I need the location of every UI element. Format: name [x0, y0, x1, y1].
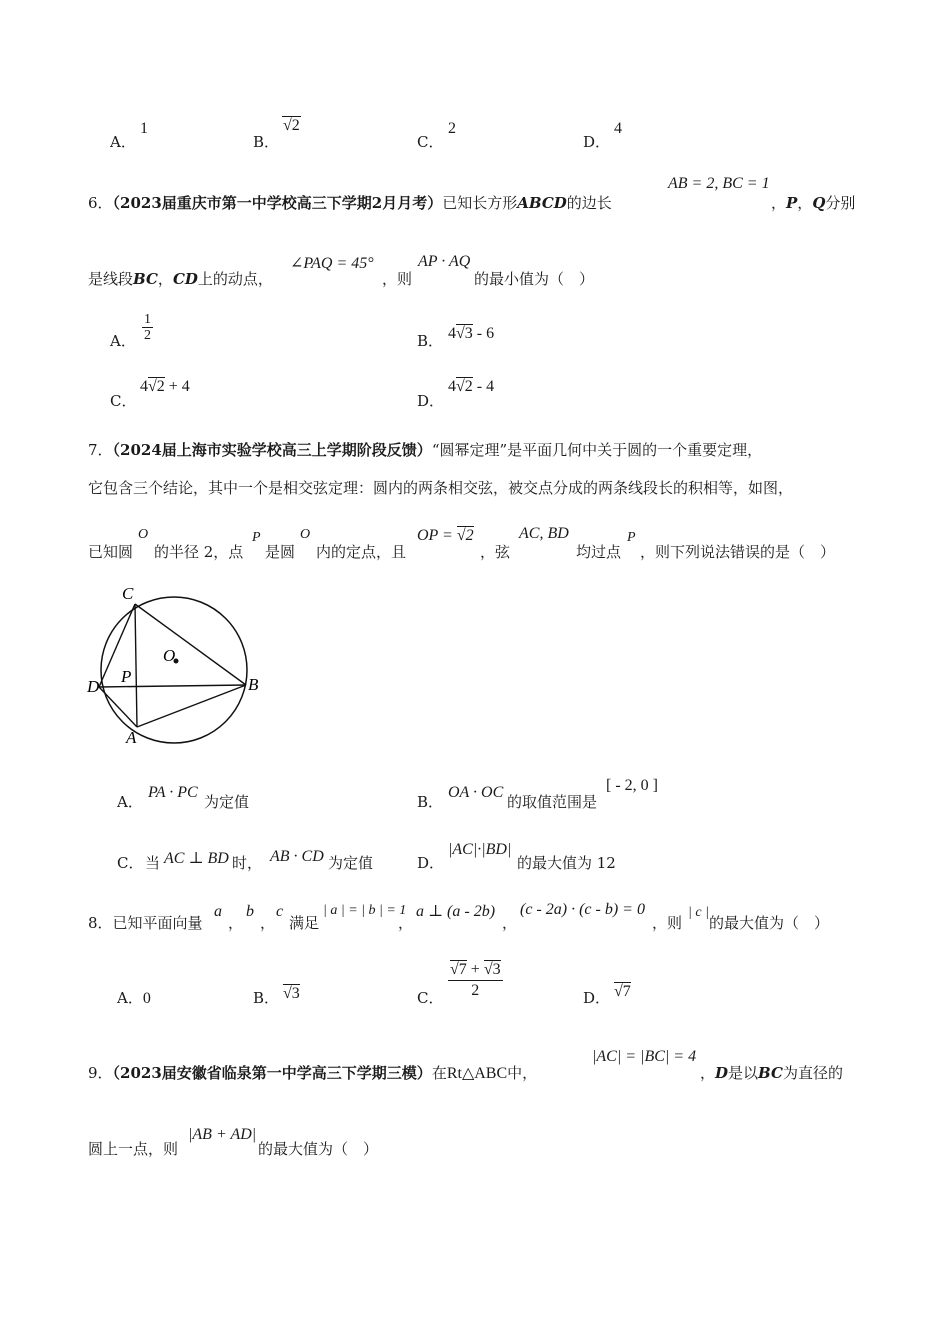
q7-option-a-text: 为定值 — [204, 793, 250, 811]
q6-stem-line2: 是线段BC，CD上的动点， — [88, 270, 273, 288]
q9-expression: |AB + AD| — [188, 1126, 257, 1143]
q5-option-d-value: 4 — [614, 120, 622, 137]
question-number: 6． — [88, 194, 113, 212]
q8-vector-a: a — [214, 903, 222, 920]
q7-circle-figure — [80, 580, 270, 750]
q9-condition: |AC| = |BC| = 4 — [592, 1048, 697, 1065]
option-label: B． — [253, 133, 280, 151]
option-label: B． — [253, 989, 280, 1007]
q7-stem-line3-b: 的半径 2，点 — [154, 543, 244, 561]
q5-option-d[interactable] — [583, 131, 610, 152]
label-d: D — [87, 677, 100, 696]
q6-then: ，则 — [382, 270, 413, 288]
option-label: A． — [110, 133, 136, 151]
q8-cond1: | a | = | b | = 1 — [323, 903, 407, 918]
question-number: 7． — [88, 441, 113, 459]
q7-option-b-range: [ - 2, 0 ] — [606, 777, 658, 794]
question-source: （2023届重庆市第一中学校高三下学期2月月考） — [112, 194, 443, 212]
q6-option-d-value: 4√2 - 4 — [448, 378, 495, 395]
q7-stem-line1: 7．（2024届上海市实验学校高三上学期阶段反馈）“圆幂定理”是平面几何中关于圆的一个重要定理， — [88, 441, 763, 459]
q8-sep2: ， — [260, 914, 276, 932]
label-p: P — [121, 667, 132, 686]
option-label: D． — [583, 989, 611, 1007]
q8-vector-b: b — [246, 903, 254, 920]
q7-option-b-text: 的取值范围是 — [507, 793, 598, 811]
q8-sep3: ， — [398, 914, 414, 932]
q8-option-a[interactable]: A．0 — [117, 989, 151, 1007]
q5-option-c[interactable] — [417, 131, 443, 152]
q8-question: 的最大值为（ ） — [709, 914, 830, 932]
q6-angle: ∠PAQ = 45° — [290, 255, 374, 272]
q6-option-c-value: 4√2 + 4 — [140, 378, 190, 395]
question-number: 9． — [88, 1064, 113, 1082]
q7-chords: AC, BD — [519, 525, 569, 542]
q7-stem-line3-e: ，弦 — [480, 543, 511, 561]
q8-option-d-value: √7 — [614, 983, 631, 1000]
option-label: A． — [117, 989, 143, 1007]
q7-option-b[interactable] — [417, 791, 443, 812]
q9-stem-line2-a: 圆上一点，则 — [88, 1140, 179, 1158]
q5-option-b[interactable] — [253, 131, 279, 152]
option-label: B． — [417, 793, 444, 811]
q8-option-c-fraction: √7 + √3 2 — [450, 961, 501, 999]
q6-option-a[interactable] — [110, 330, 136, 351]
label-c: C — [122, 584, 134, 603]
option-label: A． — [110, 332, 136, 350]
q7-stem-line2: 它包含三个结论，其中一个是相交弦定理：圆内的两条相交弦，被交点分成的两条线段长的积相等，如图， — [88, 479, 794, 497]
label-a: A — [126, 728, 137, 747]
q7-stem-line3-c: 是圆 — [265, 543, 296, 561]
question-number: 8． — [88, 914, 113, 932]
option-label: B． — [417, 332, 444, 350]
q7-option-a-expr: PA · PC — [148, 784, 198, 801]
option-label: D． — [417, 392, 445, 410]
q6-option-d[interactable] — [417, 390, 444, 411]
q6-question: 的最小值为（ ） — [474, 270, 595, 288]
q9-stem-line1: 9．（2023届安徽省临泉第一中学高三下学期三模）在Rt△ABC中， — [88, 1064, 538, 1082]
q6-side-lengths: AB = 2, BC = 1 — [668, 175, 770, 192]
q8-option-d[interactable] — [583, 987, 610, 1008]
q7-stem-line3-d: 内的定点，且 — [316, 543, 407, 561]
question-source: （2024届上海市实验学校高三上学期阶段反馈） — [112, 441, 432, 459]
q7-option-c[interactable] — [117, 852, 143, 873]
q9-stem-line1-tail: ，D是以BC为直径的 — [700, 1064, 843, 1082]
segment-cb — [135, 604, 246, 685]
q6-option-a-fraction: 1 2 — [144, 312, 151, 343]
q8-option-c[interactable] — [417, 987, 443, 1008]
q8-option-b-value: √3 — [283, 985, 300, 1002]
q5-option-b-value — [282, 117, 301, 135]
option-label: C． — [110, 392, 137, 410]
q7-point-p: P — [252, 530, 261, 545]
q8-stem-a: 8．已知平面向量 — [88, 914, 203, 932]
q7-stem-line3-g: ，则下列说法错误的是（ ） — [640, 543, 836, 561]
option-label: D． — [417, 854, 445, 872]
sqrt-symbol: √2 — [283, 117, 300, 134]
q6-option-b[interactable] — [417, 330, 443, 351]
option-label: C． — [417, 989, 444, 1007]
q7-option-a[interactable] — [117, 791, 143, 812]
q7-stem-line3-a: 已知圆 — [88, 543, 134, 561]
segment-da — [99, 687, 137, 727]
q8-abs-c: | c | — [688, 905, 709, 920]
q7-option-c-when: 当 — [145, 854, 161, 872]
q8-sep1: ， — [228, 914, 244, 932]
q6-stem-line1-tail: ，P，Q分别 — [771, 194, 856, 212]
question-source: （2023届安徽省临泉第一中学高三下学期三模） — [112, 1064, 432, 1082]
q7-circle-o: O — [138, 527, 149, 542]
option-label: C． — [417, 133, 444, 151]
q7-option-b-expr: OA · OC — [448, 784, 504, 801]
q7-circle-o-2: O — [300, 527, 311, 542]
q6-dot-product: AP · AQ — [418, 253, 471, 270]
q8-cond3: (c - 2a) · (c - b) = 0 — [520, 901, 645, 918]
math-rect: ABCD — [517, 194, 567, 212]
q9-question: 的最大值为（ ） — [258, 1140, 379, 1158]
q5-option-a-value: 1 — [140, 120, 148, 137]
q8-vector-c: c — [276, 903, 284, 920]
segment-ab — [137, 685, 246, 727]
q7-option-c-mid: 时， — [232, 854, 263, 872]
q8-sep4: ， — [502, 914, 518, 932]
q5-option-a[interactable] — [110, 131, 136, 152]
segment-ca — [135, 604, 137, 727]
q7-option-c-expr: AB · CD — [270, 848, 324, 865]
q7-option-c-perp: AC ⊥ BD — [164, 850, 229, 867]
q7-op-length: OP = √2 — [417, 527, 474, 544]
q7-option-d-text: 的最大值为 12 — [517, 854, 616, 872]
q7-point-p-2: P — [627, 530, 636, 545]
q8-option-b[interactable] — [253, 987, 279, 1008]
q6-option-b-value: 4√3 - 6 — [448, 325, 495, 342]
q6-option-c[interactable] — [110, 390, 136, 411]
option-label: A． — [117, 793, 143, 811]
q6-stem-line1: 6．（2023届重庆市第一中学校高三下学期2月月考）已知长方形ABCD的边长 — [88, 194, 612, 212]
label-b: B — [248, 675, 259, 694]
option-label: D． — [583, 133, 611, 151]
label-o: O — [163, 646, 176, 665]
q5-option-c-value: 2 — [448, 120, 456, 137]
q7-stem-line3-f: 均过点 — [576, 543, 622, 561]
q7-option-d[interactable] — [417, 852, 444, 873]
q8-then: ，则 — [652, 914, 683, 932]
q7-option-c-text: 为定值 — [328, 854, 374, 872]
q8-cond2: a ⊥ (a - 2b) — [416, 903, 496, 920]
q7-option-d-expr: |AC|·|BD| — [448, 841, 512, 858]
option-label: C． — [117, 854, 144, 872]
q8-satisfy: 满足 — [289, 914, 320, 932]
